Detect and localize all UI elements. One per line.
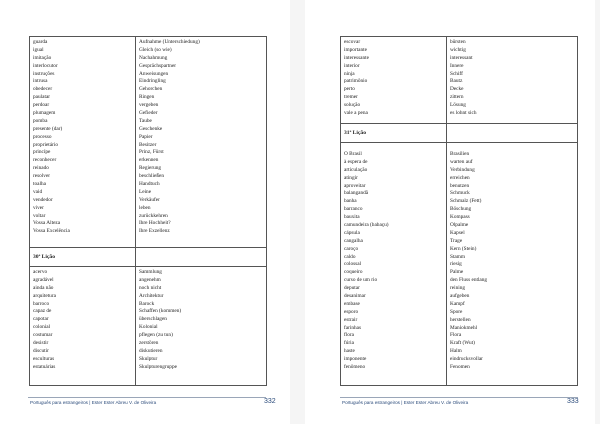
vocab-entry: balangandã	[344, 190, 369, 197]
vocab-entry: Eindringling	[139, 78, 166, 85]
word-list	[446, 39, 577, 118]
vocab-entry: esculturas	[33, 355, 55, 362]
vocab-entry: caldo	[344, 253, 356, 260]
vocab-entry: Handtuch	[139, 181, 160, 188]
vocab-entry: tremer	[344, 94, 358, 101]
vocab-entry: O Brasil	[344, 151, 362, 157]
vocab-entry: Maniokmehl	[450, 324, 478, 331]
vocab-entry: interior	[344, 62, 360, 69]
word-list	[341, 39, 446, 118]
vocab-entry: arquitetura	[33, 292, 56, 299]
vocab-entry: Palme	[450, 269, 464, 276]
vocab-entry: estatuárias	[33, 363, 56, 370]
vocab-entry: Schmuck	[450, 190, 470, 197]
word-list	[446, 151, 577, 372]
vocab-entry: vendedor	[33, 196, 53, 203]
vocab-entry: Architektur	[139, 292, 164, 299]
vocab-entry: beschließen	[139, 173, 165, 180]
vocab-entry: Brasilien	[450, 151, 470, 157]
vocab-entry: imitação	[33, 54, 52, 61]
vocab-entry: Ölpalme	[450, 222, 469, 229]
vocab-entry: Flora	[450, 332, 462, 339]
vocab-entry: Kompass	[450, 214, 470, 221]
vocab-entry: Bautz	[450, 78, 463, 85]
vocab-entry: pflegen (zu tun)	[139, 332, 173, 339]
vocab-entry: diskutieren	[139, 347, 163, 354]
vocab-entry: Trage	[450, 237, 463, 244]
vocab-entry: angenehm	[139, 276, 161, 283]
vocab-entry: Skulptur	[139, 355, 158, 362]
vocab-entry: articulação	[344, 166, 368, 173]
vocab-entry: erreichen	[450, 174, 470, 181]
vocab-entry: herstellen	[450, 316, 471, 323]
vocab-entry: desanimar	[344, 293, 366, 300]
vocab-entry: vale a pena	[344, 110, 368, 117]
german-column	[446, 37, 577, 385]
vocab-entry: Kampf	[450, 300, 465, 307]
german-column	[135, 37, 266, 385]
vocab-entry: wichtig	[450, 46, 466, 53]
portuguese-column	[341, 37, 447, 385]
vocab-entry: capaz de	[33, 308, 52, 315]
vocab-entry: fenômeno	[344, 364, 366, 371]
vocab-entry: überschlagen	[139, 316, 167, 323]
vocab-entry: barroco	[33, 300, 50, 307]
left-page	[0, 0, 290, 424]
vocab-entry: banha	[344, 198, 357, 205]
vocab-entry: Kolonial	[139, 324, 158, 331]
vocab-entry: Verbindung	[450, 166, 475, 173]
vocab-entry: flora	[344, 332, 354, 339]
vocab-entry: presente (dar)	[33, 125, 63, 132]
vocab-entry: Gleich (so wie)	[139, 46, 172, 53]
vocab-entry: warten auf	[450, 158, 473, 165]
vocab-entry: princípe	[33, 149, 51, 156]
vocab-entry: Spore	[450, 308, 463, 315]
vocab-entry: Ihre Exzellenz	[139, 228, 170, 235]
vocab-entry: curso de um rio	[344, 277, 378, 284]
vocab-entry: ainda não	[33, 284, 54, 291]
vocab-entry: Taube	[139, 117, 152, 124]
footer-text: Português para estrangeiros | Ester Ester Abreu V. de Oliveira	[30, 400, 157, 405]
vocab-entry: intrusa	[33, 78, 48, 85]
vocab-entry: toalha	[33, 181, 46, 188]
vocab-entry: zittern	[450, 94, 464, 101]
vocab-entry: colonial	[33, 324, 51, 331]
vocab-entry: Verkäufer	[139, 196, 160, 203]
vocab-entry: resolver	[33, 173, 51, 180]
vocab-entry: Regierung	[139, 165, 162, 172]
portuguese-column	[30, 37, 136, 385]
vocab-entry: coqueiro	[344, 269, 363, 276]
vocab-entry: Schiff	[450, 70, 463, 77]
section-divider	[341, 142, 577, 143]
vocab-entry: Papier	[139, 133, 153, 140]
vocab-entry: imponente	[344, 356, 367, 363]
vocab-entry: costumar	[33, 332, 53, 339]
vocab-entry: interessant	[450, 54, 473, 61]
vocab-entry: aufgeben	[450, 293, 470, 300]
vocab-entry: zurückkehren	[139, 212, 168, 219]
footer-rule	[28, 397, 266, 398]
vocabulary-table-right	[340, 36, 578, 386]
lesson-title: 31ª Lição	[344, 130, 367, 136]
vocabulary-table-left	[29, 36, 267, 386]
vocab-entry: Ihre Hochheit?	[139, 220, 171, 227]
vocab-entry: Halm	[450, 348, 462, 355]
vocab-entry: guarda	[33, 39, 48, 45]
vocab-entry: reinado	[33, 165, 49, 172]
vocab-entry: proprietário	[33, 141, 59, 148]
vocab-entry: noch nicht	[139, 284, 162, 291]
vocab-entry: Böschung	[450, 206, 472, 213]
vocab-entry: den Fluss entlang	[450, 277, 488, 284]
vocab-entry: Lösung	[450, 102, 466, 109]
vocab-entry: vaid	[33, 188, 43, 195]
vocab-entry: importante	[344, 46, 367, 53]
vocab-entry: erkennen	[139, 157, 159, 164]
vocab-entry: Skulpturengruppe	[139, 363, 177, 370]
vocab-entry: estrair	[344, 316, 358, 323]
vocab-entry: caroço	[344, 245, 359, 252]
vocab-entry: Aufnahme (Unterschiedung)	[139, 39, 200, 45]
vocab-entry: interessante	[344, 54, 370, 61]
section-divider	[30, 247, 266, 248]
word-list	[30, 39, 135, 236]
vocab-entry: colossal	[344, 261, 362, 268]
vocab-entry: processo	[33, 133, 52, 140]
vocab-entry: acervo	[33, 269, 48, 275]
vocab-entry: patrimônio	[344, 78, 368, 85]
vocab-entry: Prinz, Fürst	[139, 149, 164, 156]
right-page	[305, 0, 595, 424]
word-list	[135, 39, 266, 236]
vocab-entry: embase	[344, 300, 360, 307]
vocab-entry: pomba	[33, 117, 48, 124]
vocab-entry: solução	[344, 102, 361, 109]
vocab-entry: Vossa Alteza	[33, 220, 61, 227]
section-divider	[341, 123, 577, 124]
vocab-entry: deputar	[344, 285, 360, 292]
vocab-entry: bauxita	[344, 214, 360, 221]
vocab-entry: Vossa Excelência	[33, 228, 70, 235]
vocab-entry: aproveitar	[344, 182, 366, 189]
vocab-entry: perdoar	[33, 102, 50, 109]
vocab-entry: riesig	[450, 261, 462, 268]
vocab-entry: Decke	[450, 86, 464, 93]
vocab-entry: Sammlung	[139, 269, 162, 275]
vocab-entry: Gefieder	[139, 110, 158, 117]
vocab-entry: haste	[344, 348, 355, 355]
vocab-entry: esporo	[344, 308, 359, 315]
vocab-entry: Leine	[139, 188, 152, 195]
footer-rule	[340, 397, 578, 398]
vocab-entry: vergeben	[139, 102, 159, 109]
vocab-entry: ninja	[344, 70, 355, 77]
vocab-entry: Schaffen (kommen)	[139, 308, 182, 315]
vocab-entry: discutir	[33, 347, 49, 354]
vocab-entry: igual	[33, 46, 44, 53]
vocab-entry: barranco	[344, 206, 363, 213]
vocab-entry: eindrucksvollar	[450, 356, 483, 363]
vocab-entry: voltar	[33, 212, 46, 219]
vocab-entry: escovar	[344, 39, 361, 45]
footer-text: Português para estrangeiros | Ester Ester Abreu V. de Oliveira	[342, 400, 469, 405]
vocab-entry: reining	[450, 285, 466, 292]
vocab-entry: atingir	[344, 174, 358, 181]
vocab-entry: Kraft (Wut)	[450, 340, 475, 347]
vocab-entry: paulatar	[33, 94, 51, 101]
vocab-entry: benutzen	[450, 182, 470, 189]
vocab-entry: instruções	[33, 70, 55, 77]
vocab-entry: reconhecer	[33, 157, 57, 164]
vocab-entry: cangalha	[344, 237, 363, 244]
vocab-entry: plumagem	[33, 110, 56, 117]
vocab-entry: Ringen	[139, 94, 155, 101]
vocab-entry: camundeira (babaçu)	[344, 222, 389, 229]
vocab-entry: farinhas	[344, 324, 362, 331]
vocab-entry: à espera de	[344, 158, 368, 165]
vocab-entry: desistir	[33, 340, 49, 347]
vocab-entry: cápsula	[344, 229, 360, 236]
lesson-title: 30ª Lição	[33, 254, 56, 260]
vocab-entry: Schmalz (Fett)	[450, 198, 482, 205]
vocab-entry: zerstören	[139, 340, 159, 347]
vocab-entry: Barock	[139, 300, 155, 307]
vocab-entry: Geschenke	[139, 125, 163, 132]
word-list	[135, 269, 266, 372]
vocab-entry: capotar	[33, 316, 49, 323]
vocab-entry: Gehorchen	[139, 86, 163, 93]
vocab-entry: fúria	[344, 340, 354, 347]
vocab-entry: leben	[139, 204, 151, 211]
vocab-entry: interlocutor	[33, 62, 58, 69]
vocab-entry: Gesprächspartner	[139, 62, 177, 69]
vocab-entry: Kern (Stein)	[450, 245, 477, 252]
section-divider	[30, 266, 266, 267]
vocab-entry: bürsten	[450, 39, 466, 45]
vocab-entry: agradável	[33, 276, 54, 283]
vocab-entry: Besitzer	[139, 141, 157, 148]
page-number: 332	[264, 398, 276, 405]
word-list	[30, 269, 135, 372]
vocab-entry: Nachahmung	[139, 54, 168, 61]
vocab-entry: Fenomen	[450, 364, 470, 371]
vocab-entry: Anweisungen	[139, 70, 169, 77]
vocab-entry: Innere	[450, 62, 464, 69]
vocab-entry: viver	[33, 204, 44, 211]
word-list	[341, 151, 446, 372]
vocab-entry: obedecer	[33, 86, 53, 93]
vocab-entry: Stamm	[450, 253, 466, 260]
vocab-entry: Kapsel	[450, 229, 465, 236]
vocab-entry: perto	[344, 86, 355, 93]
page-number: 333	[567, 398, 579, 405]
vocab-entry: es lohnt sich	[450, 110, 477, 117]
